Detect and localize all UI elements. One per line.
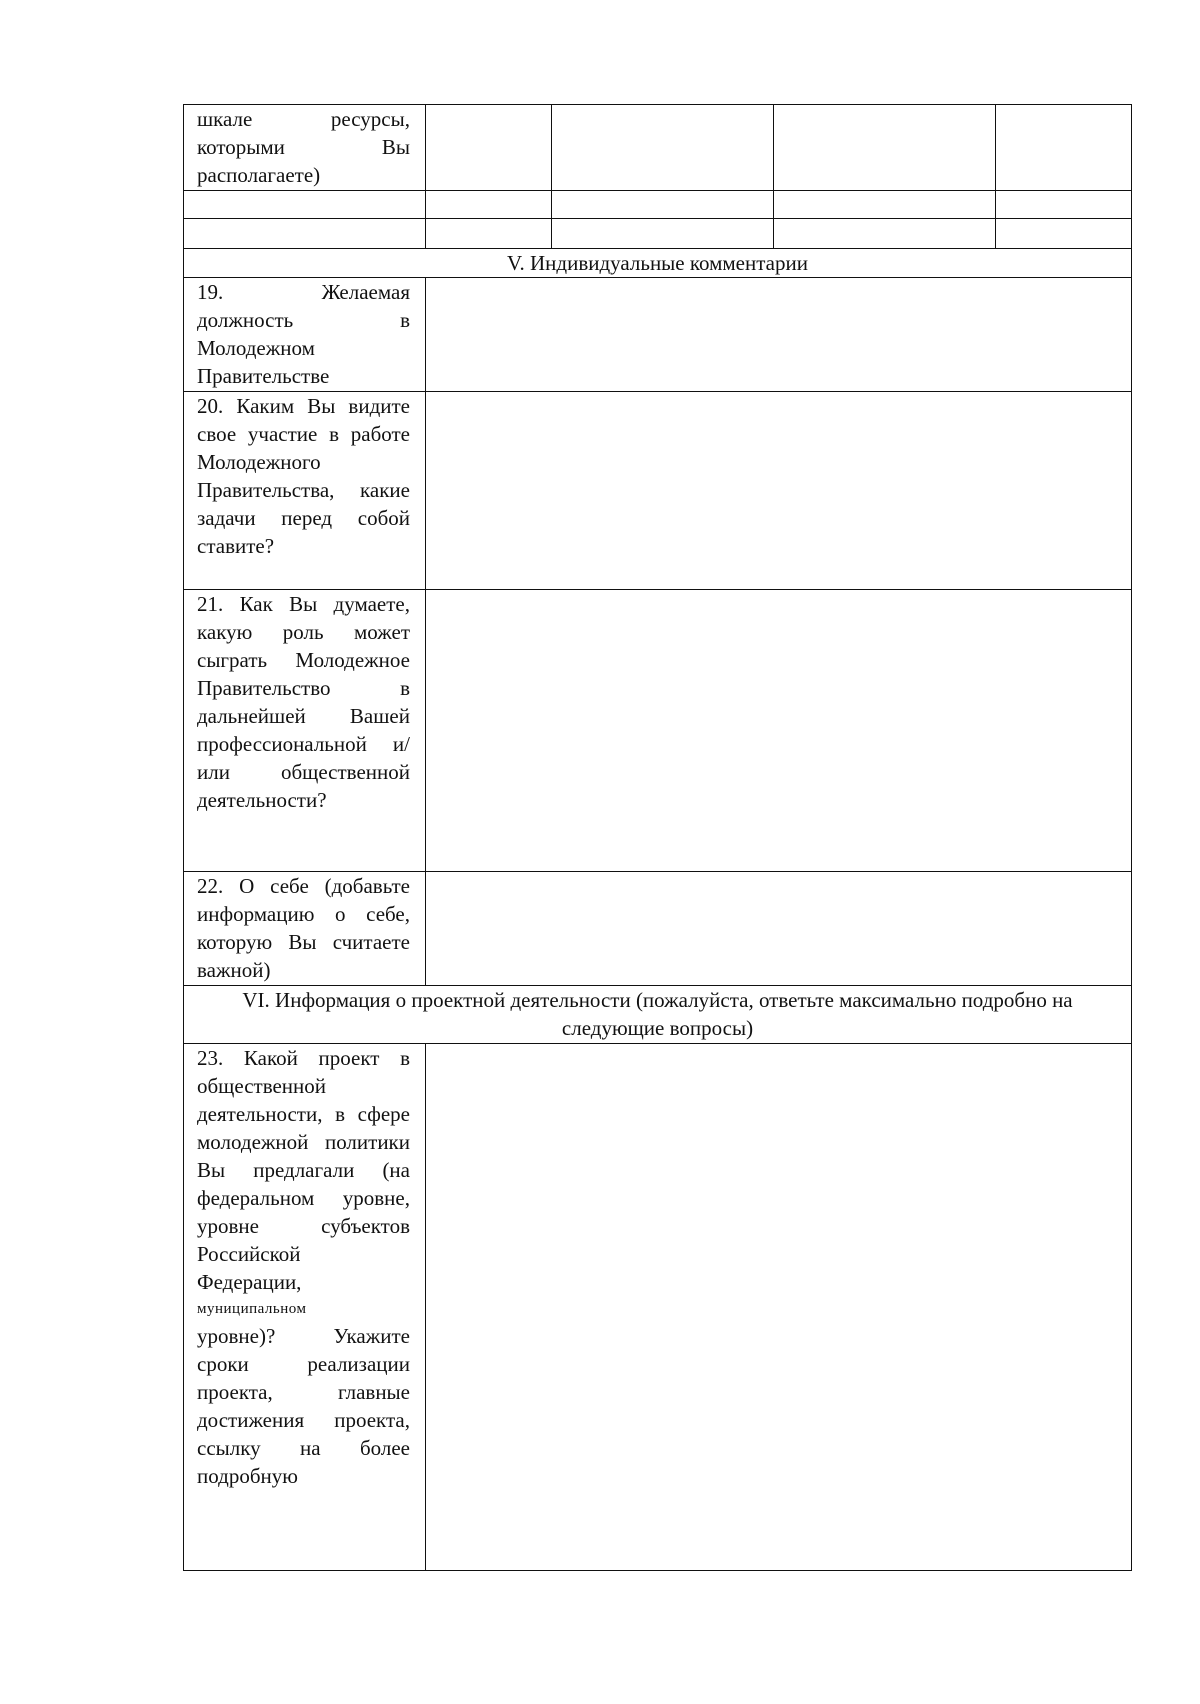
question-row-23 (184, 1044, 1132, 1571)
question-row-19 (184, 278, 1132, 392)
empty-cell (426, 219, 552, 249)
empty-cell (996, 219, 1132, 249)
answer-20-field[interactable] (426, 392, 1132, 590)
answer-cell (996, 105, 1132, 191)
answer-cell (774, 105, 996, 191)
question-20: 20. Каким Вы видите свое участие в работе Молодежного Правительства, какие задачи перед собой ставите? (184, 392, 426, 590)
section-header-row (184, 986, 1132, 1044)
answer-22-field[interactable] (426, 872, 1132, 986)
question-row-20 (184, 392, 1132, 590)
question-23 (184, 1044, 426, 1571)
empty-cell (774, 191, 996, 219)
section-6-title: VI. Информация о проектной деятельности (пожалуйста, ответьте максимально подробно на следующие вопросы) (184, 986, 1132, 1044)
empty-cell (184, 191, 426, 219)
empty-cell (996, 191, 1132, 219)
question-23-part-2: муниципальном (197, 1301, 307, 1317)
section-5-title: V. Индивидуальные комментарии (184, 249, 1132, 278)
question-22: 22. О себе (добавьте информацию о себе, которую Вы считаете важной) (184, 872, 426, 986)
question-row-22 (184, 872, 1132, 986)
empty-row (184, 219, 1132, 249)
question-21: 21. Как Вы думаете, какую роль может сыграть Молодежное Правительство в дальнейшей Вашей профессиональной и/или общественной деятельности? (184, 590, 426, 872)
resources-question-cell: шкале ресурсы, которыми Вы располагаете) (184, 105, 426, 191)
question-row-21 (184, 590, 1132, 872)
empty-cell (774, 219, 996, 249)
answer-19-field[interactable] (426, 278, 1132, 392)
section-header-row (184, 249, 1132, 278)
answer-21-field[interactable] (426, 590, 1132, 872)
empty-row (184, 191, 1132, 219)
answer-23-field[interactable] (426, 1044, 1132, 1571)
answer-cell (426, 105, 552, 191)
resources-row (184, 105, 1132, 191)
answer-cell (552, 105, 774, 191)
question-23-part-3: уровне)? Укажите сроки реализации проекта, главные достижения проекта, ссылку на более подробную (197, 1324, 410, 1488)
application-form-table (183, 104, 1132, 1571)
empty-cell (552, 219, 774, 249)
empty-cell (426, 191, 552, 219)
empty-cell (552, 191, 774, 219)
question-19: 19. Желаемая должность в Молодежном Правительстве (184, 278, 426, 392)
empty-cell (184, 219, 426, 249)
question-23-part-1: 23. Какой проект в общественной деятельности, в сфере молодежной политики Вы предлагали (на федеральном уровне, уровне субъектов Российской Федерации, (197, 1046, 410, 1294)
